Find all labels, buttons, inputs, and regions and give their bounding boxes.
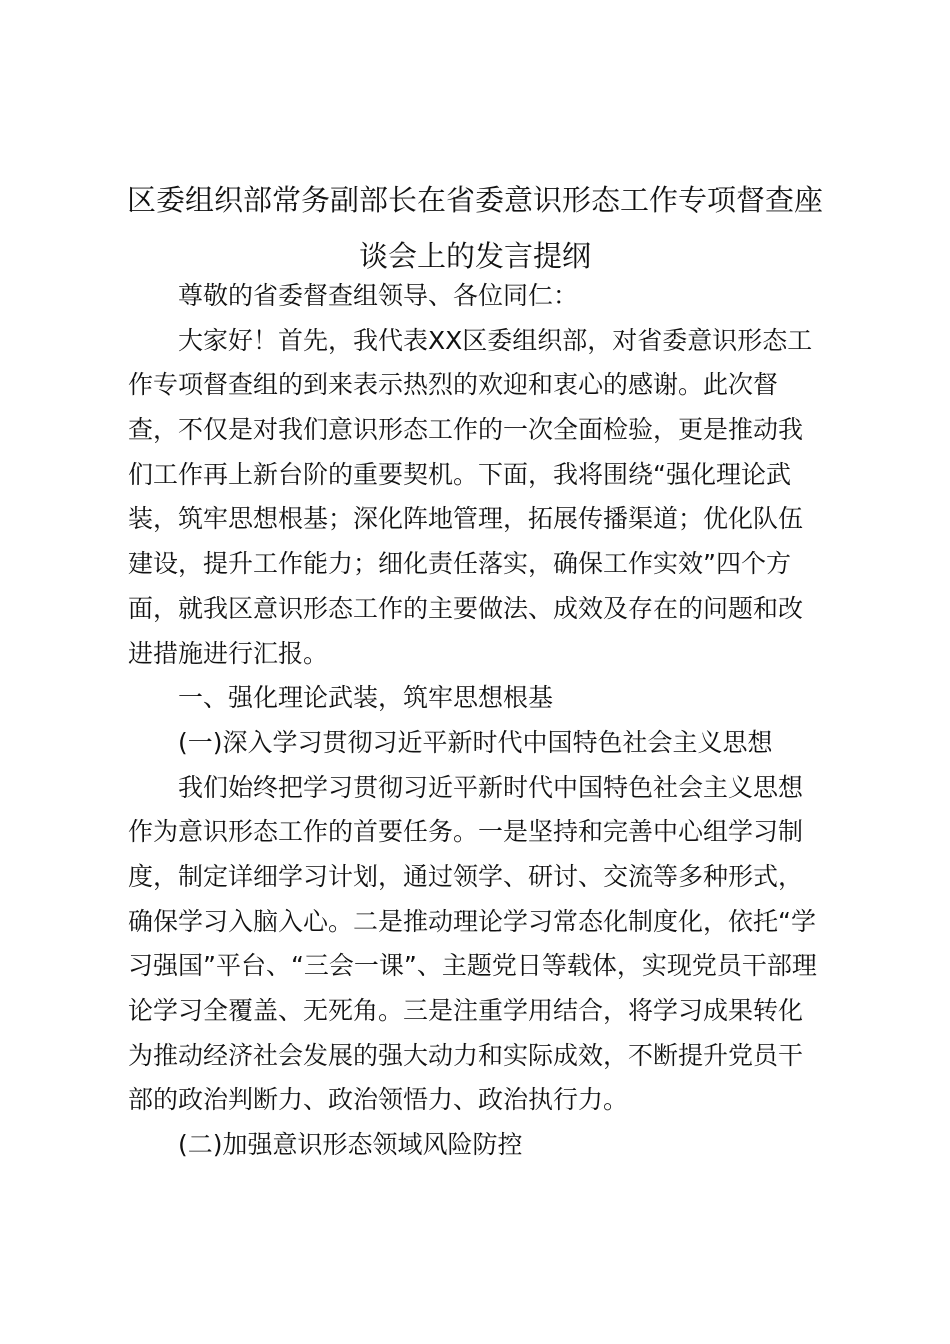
body-line: 作专项督查组的到来表示热烈的欢迎和衷心的感谢。此次督 — [128, 370, 779, 400]
body-line: 尊敬的省委督查组领导、各位同仁： — [178, 281, 579, 310]
document-body — [128, 274, 828, 1168]
body-line: 建设，提升工作能力；细化责任落实，确保工作实效”四个方 — [128, 549, 791, 579]
body-line: 为推动经济社会发展的强大动力和实际成效，不断提升党员干 — [128, 1040, 804, 1070]
body-line: 确保学习入脑入心。二是推动理论学习常态化制度化，依托“学 — [128, 906, 816, 936]
body-line: 大家好！首先，我代表XX区委组织部，对省委意识形态工 — [178, 325, 813, 355]
title-line-1: 区委组织部常务副部长在省委意识形态工作专项督查座 — [126, 183, 823, 217]
body-line: 装，筑牢思想根基；深化阵地管理，拓展传播渠道；优化队伍 — [128, 504, 804, 534]
body-line: 度，制定详细学习计划，通过领学、研讨、交流等多种形式， — [128, 861, 804, 891]
body-line: 习强国”平台、“三会一课”、主题党日等载体，实现党员干部理 — [128, 951, 817, 981]
body-line: 们工作再上新台阶的重要契机。下面，我将围绕“强化理论武 — [128, 459, 791, 489]
body-line: 一、强化理论武装，筑牢思想根基 — [178, 683, 554, 713]
body-line: (二)加强意识形态领域风险防控 — [178, 1130, 523, 1160]
body-line: 查，不仅是对我们意识形态工作的一次全面检验，更是推动我 — [128, 415, 804, 445]
body-line: 部的政治判断力、政治领悟力、政治执行力。 — [128, 1085, 629, 1115]
body-line: 面，就我区意识形态工作的主要做法、成效及存在的问题和改 — [128, 593, 804, 623]
body-line: 作为意识形态工作的首要任务。一是坚持和完善中心组学习制 — [128, 817, 804, 847]
body-line: 论学习全覆盖、无死角。三是注重学用结合，将学习成果转化 — [128, 996, 804, 1025]
body-line: (一)深入学习贯彻习近平新时代中国特色社会主义思想 — [178, 727, 773, 757]
document-title — [110, 172, 840, 284]
body-line: 我们始终把学习贯彻习近平新时代中国特色社会主义思想 — [178, 772, 804, 802]
body-line: 进措施进行汇报。 — [128, 638, 329, 668]
title-line-2: 谈会上的发言提纲 — [358, 239, 591, 273]
